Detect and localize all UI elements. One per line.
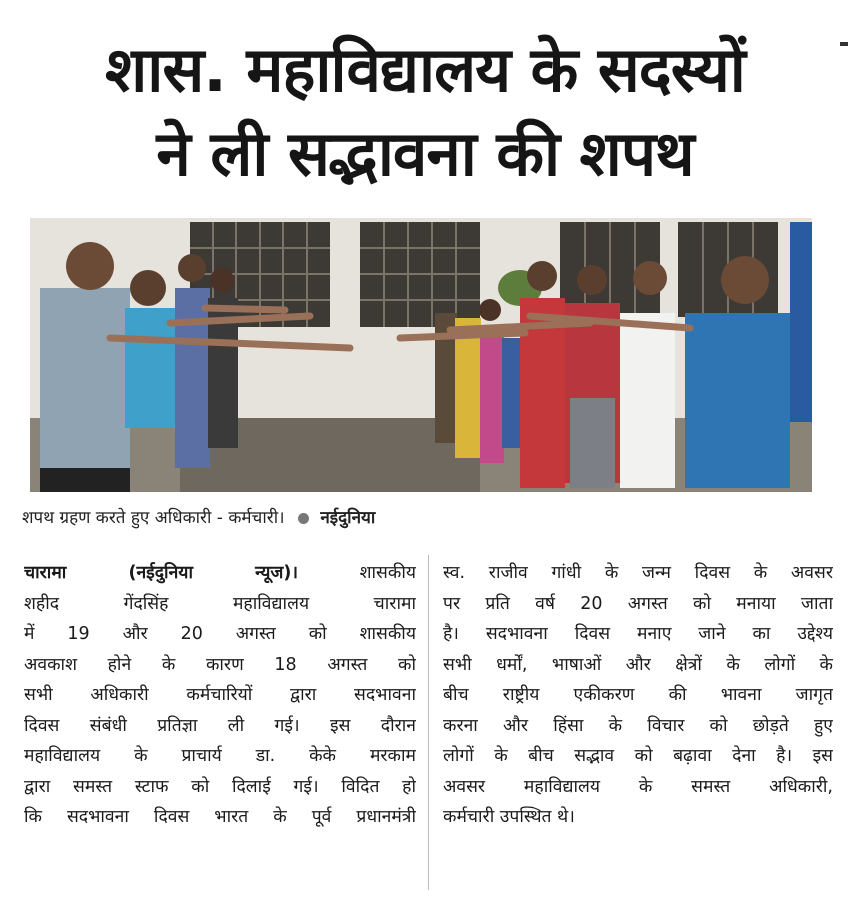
article-line: सभी अधिकारी कर्मचारियों द्वारा सदभावना	[24, 685, 416, 705]
article-line: द्वारा समस्त स्टाफ को दिलाई गई। विदित हो	[24, 776, 416, 797]
article-line: अवसर महाविद्यालय के समस्त अधिकारी,	[443, 776, 833, 797]
article-line-text: शासकीय	[298, 563, 416, 583]
column-divider	[428, 555, 429, 890]
caption-bullet-icon	[298, 513, 309, 524]
caption-source: नईदुनिया	[320, 508, 376, 528]
article-line: कर्मचारी उपस्थित थे।	[443, 807, 575, 827]
article-line: कि सदभावना दिवस भारत के पूर्व प्रधानमंत्री	[24, 807, 416, 827]
article-line: बीच राष्ट्रीय एकीकरण की भावना जागृत	[443, 685, 833, 705]
article-line: है। सदभावना दिवस मनाए जाने का उद्देश्य	[443, 624, 833, 644]
article-line: स्व. राजीव गांधी के जन्म दिवस के अवसर	[443, 563, 833, 583]
article-line	[24, 558, 416, 589]
article-line: अवकाश होने के कारण 18 अगस्त को	[24, 654, 416, 675]
news-photo	[30, 218, 812, 492]
photo-caption	[22, 505, 375, 528]
article-line: दिवस संबंधी प्रतिज्ञा ली गई। इस दौरान	[24, 715, 416, 736]
article-line: करना और हिंसा के विचार को छोड़ते हुए	[443, 715, 833, 736]
article-column-left	[24, 558, 416, 833]
headline-line-2: ने ली सद्भावना की शपथ	[156, 117, 694, 190]
article-dateline: चारामा (नईदुनिया न्यूज)।	[24, 563, 299, 583]
photo-illustration	[30, 218, 812, 492]
article-line: सभी धर्मों, भाषाओं और क्षेत्रों के लोगों के	[443, 654, 833, 675]
article-line: महाविद्यालय के प्राचार्य डा. केके मरकाम	[24, 746, 416, 766]
headline-line-1: शास. महाविद्यालय के सदस्यों	[105, 33, 745, 106]
article-line: में 19 और 20 अगस्त को शासकीय	[24, 624, 416, 644]
article-line: लोगों के बीच सद्भाव को बढ़ावा देना है। इस	[443, 746, 833, 766]
article-line: पर प्रति वर्ष 20 अगस्त को मनाया जाता	[443, 593, 833, 614]
headline	[0, 28, 850, 196]
article-column-right	[443, 558, 833, 833]
article-line: शहीद गेंदसिंह महाविद्यालय चारामा	[24, 593, 416, 614]
page-edge-mark	[840, 42, 848, 46]
caption-text: शपथ ग्रहण करते हुए अधिकारी - कर्मचारी।	[22, 508, 285, 528]
